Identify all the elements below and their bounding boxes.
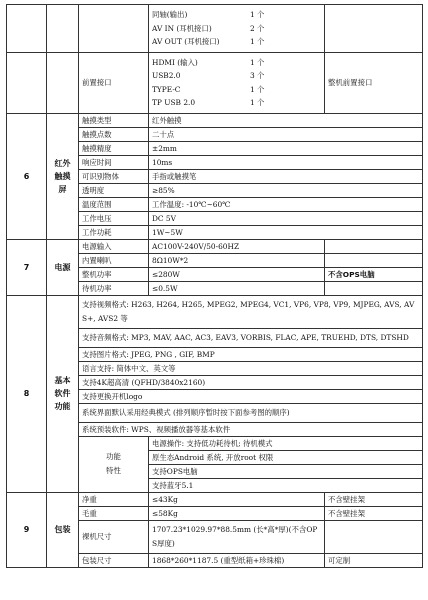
port-line (152, 56, 321, 70)
port-line (152, 22, 321, 36)
port-name: TP USB 2.0 (152, 98, 196, 107)
section5-num-cell (7, 5, 47, 53)
port-count: 1 个 (250, 10, 265, 19)
section8-category (47, 295, 79, 492)
port-count: 1 个 (250, 37, 265, 46)
front-ports-note: 整机前置接口 (325, 52, 423, 113)
touch-label: 温度范围 (79, 197, 149, 211)
section8-number: 8 (7, 295, 47, 492)
touch-label: 工作功耗 (79, 225, 149, 239)
section9-number: 9 (7, 492, 47, 567)
port-name: TYPE-C (152, 84, 181, 94)
interface-rear-ports-row (7, 5, 423, 53)
power-value: AC100V-240V/50-60HZ (149, 239, 325, 253)
port-count: 2 个 (250, 23, 265, 33)
feature-text: 支持OPS电脑 (149, 464, 423, 478)
section7-category: 电源 (47, 239, 79, 295)
power-note: 不含OPS电脑 (325, 267, 423, 281)
power-row (7, 239, 423, 253)
software-row (7, 295, 423, 328)
touch-value: 手指或触摸笔 (149, 169, 423, 183)
software-text: 支持图片格式: JPEG, PNG , GIF, BMP (79, 347, 423, 361)
power-label: 电源输入 (79, 239, 149, 253)
power-value: ≤0.5W (149, 281, 325, 295)
package-value: 1707.23*1029.97*88.5mm (长*高*厚)(不含OPS厚度) (149, 520, 325, 553)
section7-number: 7 (7, 239, 47, 295)
section6-category (47, 113, 79, 239)
feature-label-line: 功能 (106, 452, 121, 461)
touch-label: 可识别物体 (79, 169, 149, 183)
touch-value: ±2mm (149, 141, 423, 155)
power-note (325, 253, 423, 267)
software-text: 支持4K超高清 (QFHD/3840x2160) (79, 375, 423, 389)
category-line: 红外 (54, 158, 71, 168)
section5-cat-cell (47, 5, 79, 53)
package-note: 不含壁挂架 (325, 506, 423, 520)
port-count: 3 个 (250, 71, 265, 80)
package-note: 可定制 (325, 553, 423, 567)
package-label: 净重 (79, 492, 149, 506)
section5-cat-cell (47, 52, 79, 113)
category-line: 功能 (54, 402, 71, 411)
power-label: 内置喇叭 (79, 253, 149, 267)
package-label: 裸机尺寸 (79, 520, 149, 553)
port-name: USB2.0 (152, 71, 181, 80)
category-line: 基本 (54, 376, 71, 385)
software-text: 系统界面默认采用经典模式 (排列顺序暂时按下面参考图的顺序) (79, 403, 423, 422)
power-label: 待机功率 (79, 281, 149, 295)
port-name: AV IN (耳机接口) (152, 23, 212, 33)
touch-label: 触摸点数 (79, 127, 149, 141)
feature-text: 原生态Android 系统, 开放root 权限 (149, 450, 423, 464)
feature-label (79, 436, 149, 492)
port-name: 同轴(输出) (152, 10, 188, 19)
port-line (152, 35, 321, 49)
software-text: 支持音频格式: MP3, MAV, AAC, AC3, EAV3, VORBIS, FLAC, APE, TRUEHD, DTS, DTSHD (79, 328, 423, 347)
software-text: 支持更换开机logo (79, 389, 423, 403)
section9-category: 包装 (47, 492, 79, 567)
touch-label: 响应时间 (79, 155, 149, 169)
touch-value: DC 5V (149, 211, 423, 225)
port-name: AV OUT (耳机接口) (152, 37, 220, 46)
port-count: 1 个 (250, 57, 265, 67)
package-label: 毛重 (79, 506, 149, 520)
touch-value: 10ms (149, 155, 423, 169)
touch-row (7, 113, 423, 127)
feature-text: 支持蓝牙5.1 (149, 478, 423, 492)
touch-label: 触摸类型 (79, 113, 149, 127)
package-label: 包装尺寸 (79, 553, 149, 567)
rear-ports-note-cell (325, 5, 423, 53)
interface-front-ports-row (7, 52, 423, 113)
port-line (152, 69, 321, 83)
power-label: 整机功率 (79, 267, 149, 281)
front-ports-label: 前置接口 (79, 52, 149, 113)
category-line: 屏 (58, 184, 67, 194)
power-value: ≤280W (149, 267, 325, 281)
power-note (325, 239, 423, 253)
power-value: 8Ω10W*2 (149, 253, 325, 267)
package-note: 不含壁挂架 (325, 492, 423, 506)
power-note (325, 281, 423, 295)
rear-ports-label-cell (79, 5, 149, 53)
package-value: ≤58Kg (149, 506, 325, 520)
touch-label: 触摸精度 (79, 141, 149, 155)
touch-label: 工作电压 (79, 211, 149, 225)
touch-value: 红外触摸 (149, 113, 423, 127)
specification-table (6, 4, 423, 568)
software-text: 语言支持: 简体中文、英文等 (79, 361, 423, 375)
port-line (152, 96, 321, 110)
section6-number: 6 (7, 113, 47, 239)
rear-ports-cell (149, 5, 325, 53)
category-line: 软件 (54, 389, 71, 398)
touch-value: 工作温度: -10℃~60℃ (149, 197, 423, 211)
section5-num-cell (7, 52, 47, 113)
software-text: 系统预装软件: WPS、视频播放器等基本软件 (79, 422, 423, 436)
package-note (325, 520, 423, 553)
package-value: ≤43Kg (149, 492, 325, 506)
feature-label-line: 特性 (106, 466, 121, 475)
feature-text: 电源操作: 支持低功耗待机; 待机模式 (149, 436, 423, 450)
touch-value: 1W~5W (149, 225, 423, 239)
package-row (7, 492, 423, 506)
software-text: 支持视频格式: H263, H264, H265, MPEG2, MPEG4, VC1, VP6, VP8, VP9, MJPEG, AVS, AVS+, AVS2 等 (79, 295, 423, 328)
port-line (152, 83, 321, 97)
category-line: 触摸 (54, 171, 71, 181)
port-line (152, 8, 321, 22)
port-name: HDMI (输入) (152, 57, 198, 67)
front-ports-cell (149, 52, 325, 113)
touch-value: 二十点 (149, 127, 423, 141)
port-count: 1 个 (250, 98, 265, 107)
touch-value: ≥85% (149, 183, 423, 197)
port-count: 1 个 (250, 84, 265, 94)
touch-label: 透明度 (79, 183, 149, 197)
package-value: 1868*260*1187.5 (重型纸箱+珍珠棉) (149, 553, 325, 567)
